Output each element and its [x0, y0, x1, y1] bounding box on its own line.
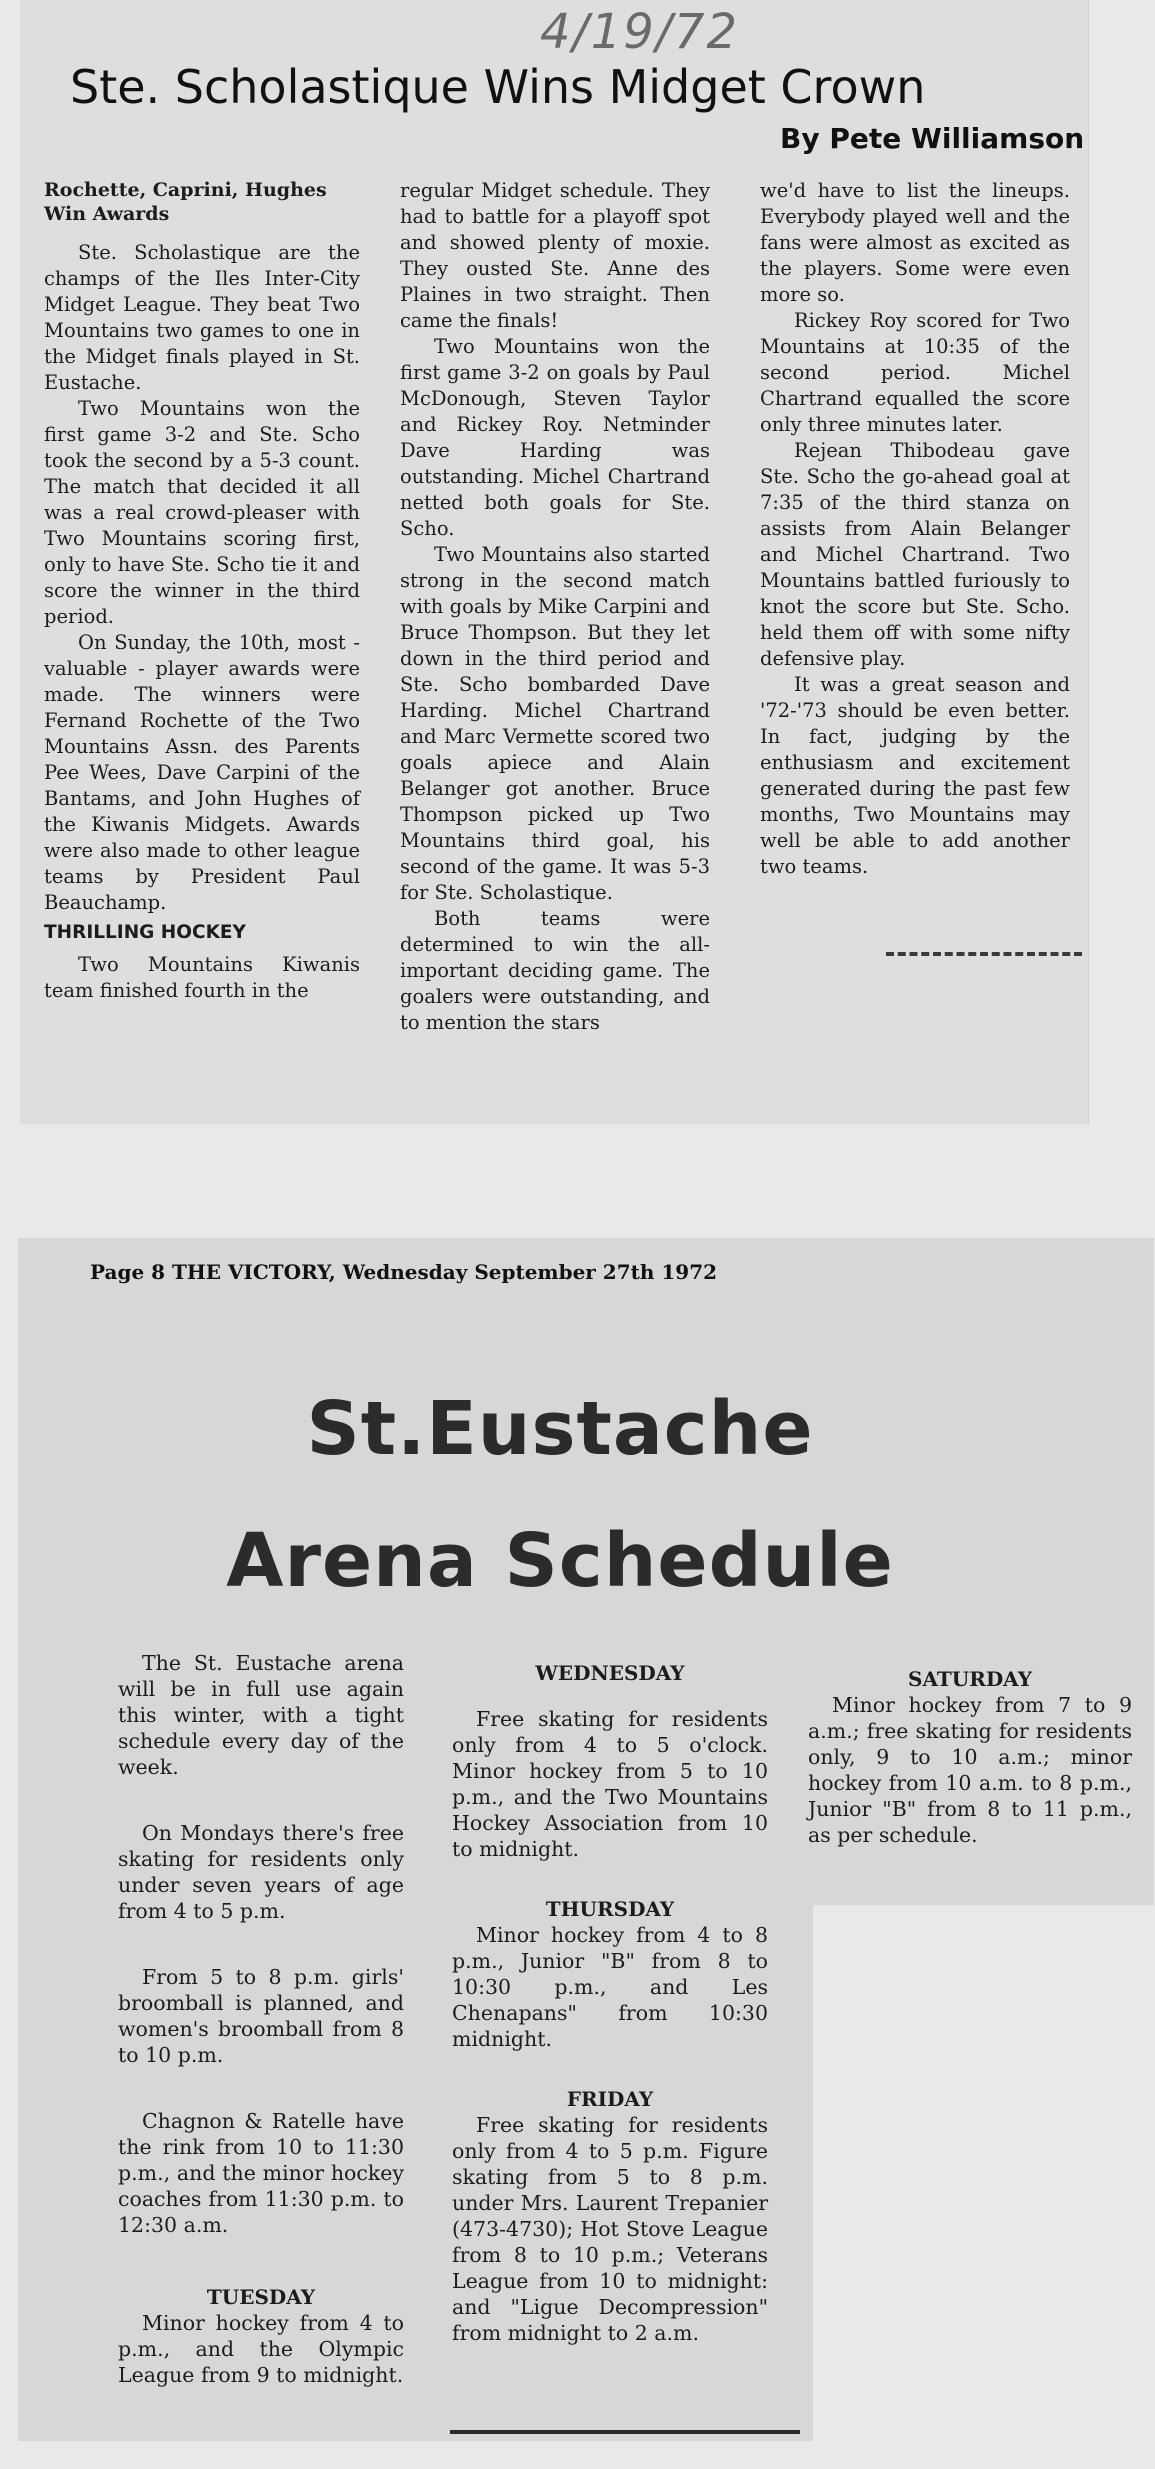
paragraph: Two Mountains won the first game 3-2 on goals by Paul McDonough, Steven Taylor and Rickey Roy. Netminder Dave Harding was outstanding. Michel Chartrand netted both goals for Ste. Scho.	[400, 335, 710, 540]
paragraph: Two Mountains also started strong in the second match with goals by Mike Carpini and Bruce Thompson. But they let down in the third period and Ste. Scho bombarded Dave Harding. Michel Chartrand and Marc Vermette scored two goals apiece and Alain Belanger got another. Bruce Thompson picked up Two Mountains third goal, his second of the game. It was 5-3 for Ste. Scholastique.	[400, 543, 710, 904]
paragraph: It was a great season and '72-'73 should be even better. In fact, judging by the enthusiasm and excitement generated during the past few months, Two Mountains may well be able to add another two teams.	[760, 673, 1070, 878]
paragraph: Minor hockey from 4 to 8 p.m., Junior "B" from 8 to 10:30 p.m., and Les Chenapans" from 10:30 midnight.	[452, 1923, 768, 2051]
section-heading: THRILLING HOCKEY	[44, 922, 246, 943]
paragraph: Free skating for residents only from 4 to 5 o'clock. Minor hockey from 5 to 10 p.m., and the Two Mountains Hockey Association from 10 to midnight.	[452, 1707, 768, 1861]
article-column-2	[400, 178, 710, 1036]
schedule-column-3	[808, 1666, 1132, 1848]
paragraph: regular Midget schedule. They had to battle for a playoff spot and showed plenty of moxie. They ousted Ste. Anne des Plaines in two straight. Then came the finals!	[400, 179, 710, 332]
paragraph: Rickey Roy scored for Two Mountains at 10:35 of the second period. Michel Chartrand equalled the score only three minutes later.	[760, 309, 1070, 436]
end-rule	[886, 952, 1082, 956]
schedule-column-1	[118, 1650, 404, 2388]
schedule-headline-1: St.Eustache	[306, 1386, 814, 1472]
day-heading: SATURDAY	[908, 1667, 1032, 1691]
paragraph: Minor hockey from 4 to p.m., and the Olympic League from 9 to midnight.	[118, 2311, 404, 2387]
paragraph: From 5 to 8 p.m. girls' broomball is planned, and women's broomball from 8 to 10 p.m.	[118, 1965, 404, 2067]
article-column-3	[760, 178, 1070, 880]
article-headline: Ste. Scholastique Wins Midget Crown	[70, 60, 926, 114]
day-heading: FRIDAY	[566, 2087, 654, 2111]
page-line: Page 8 THE VICTORY, Wednesday September 27th 1972	[90, 1260, 718, 1284]
paragraph: Free skating for residents only from 4 to 5 p.m. Figure skating from 5 to 8 p.m. under Mrs. Laurent Trepanier (473-4730); Hot Stove League from 8 to 10 p.m.; Veterans League from 10 to midnight: and "Ligue Decompression" from midnight to 2 a.m.	[452, 2113, 768, 2345]
article-column-1	[44, 178, 360, 1004]
paragraph: On Sunday, the 10th, most - valuable - player awards were made. The winners were Fernand Rochette of the Two Mountains Assn. des Parents Pee Wees, Dave Carpini of the Bantams, and John Hughes of the Kiwanis Midgets. Awards were also made to other league teams by President Paul Beauchamp.	[44, 631, 360, 914]
paragraph: Both teams were determined to win the all-important deciding game. The goalers were outstanding, and to mention the stars	[400, 907, 710, 1034]
schedule-column-2	[452, 1660, 768, 2346]
paragraph: Two Mountains Kiwanis team finished fourth in the	[44, 953, 360, 1002]
paragraph: On Mondays there's free skating for residents only under seven years of age from 4 to 5 p.m.	[118, 1821, 404, 1923]
paragraph: Chagnon & Ratelle have the rink from 10 to 11:30 p.m., and the minor hockey coaches from 11:30 p.m. to 12:30 a.m.	[118, 2109, 404, 2237]
article-subhead: Rochette, Caprini, Hughes Win Awards	[44, 179, 327, 225]
handwritten-date: 4/19/72	[540, 4, 740, 60]
schedule-headline-2: Arena Schedule	[226, 1518, 894, 1604]
paragraph: Rejean Thibodeau gave Ste. Scho the go-ahead goal at 7:35 of the third stanza on assists from Alain Belanger and Michel Chartrand. Two Mountains battled furiously to knot the score but Ste. Scho. held them off with some nifty defensive play.	[760, 439, 1070, 670]
article-byline: By Pete Williamson	[780, 122, 1085, 155]
day-heading: WEDNESDAY	[535, 1661, 685, 1685]
paragraph: The St. Eustache arena will be in full use again this winter, with a tight schedule every day of the week.	[118, 1651, 404, 1779]
paragraph: we'd have to list the lineups. Everybody played well and the fans were almost as excited as the players. Some were even more so.	[760, 179, 1070, 306]
paragraph: Ste. Scholastique are the champs of the Iles Inter-City Midget League. They beat Two Mountains two games to one in the Midget finals played in St. Eustache.	[44, 241, 360, 394]
day-heading: TUESDAY	[206, 2285, 316, 2309]
paragraph: Minor hockey from 7 to 9 a.m.; free skating for residents only, 9 to 10 a.m.; minor hockey from 10 a.m. to 8 p.m., Junior "B" from 8 to 11 p.m., as per schedule.	[808, 1693, 1132, 1847]
day-heading: THURSDAY	[545, 1897, 675, 1921]
paragraph: Two Mountains won the first game 3-2 and Ste. Scho took the second by a 5-3 count. The match that decided it all was a real crowd-pleaser with Two Mountains scoring first, only to have Ste. Scho tie it and score the winner in the third period.	[44, 397, 360, 628]
bottom-rule	[450, 2430, 800, 2434]
